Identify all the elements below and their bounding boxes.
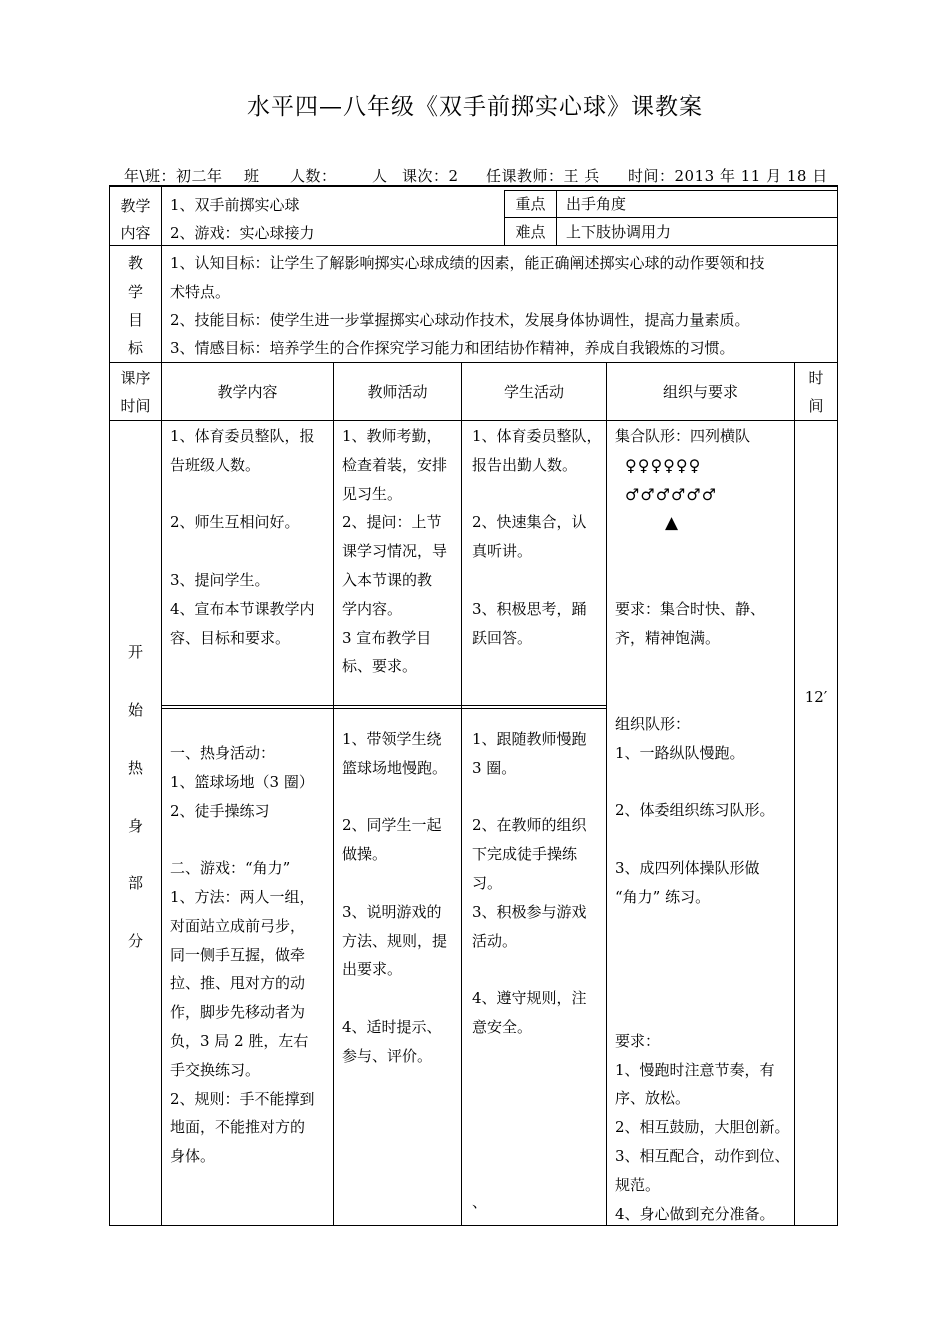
list-item: 负，3 局 2 胜，左右 [170,1031,309,1050]
list-item: 2、师生互相问好。 [170,513,300,532]
list-item [615,768,793,797]
header-student: 学生活动 [503,383,564,401]
list-item [615,912,793,941]
list-item: 3、积极思考，踊 [472,599,587,618]
key-point-value: 出手角度 [566,195,627,213]
list-item: 1、体育委员整队， [472,427,602,445]
content-item: 1、双手前掷实心球 [170,196,300,214]
list-item: 2、徒手操练习 [170,801,270,820]
list-item: 2、在教师的组织 [472,816,587,835]
page-title: 水平四—八年级《双手前掷实心球》课教案 [247,94,703,120]
list-item: 1、带领学生绕 [342,730,442,748]
female-row-icon: ♀♀♀♀♀♀ [625,456,702,475]
section-time: 12′ [804,688,828,706]
student-count-unit: 人 [372,167,388,185]
list-item: 4、身心做到充分准备。 [615,1204,775,1223]
header-stage-2: 时间 [120,397,151,415]
list-item: 同一侧手互握，做牵 [170,945,306,964]
list-item [342,783,460,812]
section-label-char: 开 [127,643,143,661]
list-item: 入本节课的教 [342,570,433,589]
list-item: 学内容。 [342,599,403,618]
list-item [472,566,605,595]
list-item: “角力” 练习。 [615,887,711,906]
class-unit: 班 [244,167,260,185]
list-item: 2、规则：手不能撑到 [170,1089,315,1108]
header-stage-1: 课序 [120,369,151,387]
list-item: 2、同学生一起 [342,816,442,835]
list-item: 3、积极参与游戏 [472,902,587,921]
section-label-char: 分 [127,932,143,950]
male-row-icon: ♂♂♂♂♂♂ [625,485,718,504]
list-item: 要求： [615,1031,661,1050]
difficulty-label: 难点 [515,223,546,241]
list-item: 2、快速集合，认 [472,513,587,532]
content-label-2: 内容 [120,224,151,242]
part2-org [615,710,793,1228]
list-item: 容、目标和要求。 [170,628,291,647]
formation-requirement: 齐，精神饱满。 [615,629,721,647]
list-item: 组织队形： [615,715,691,733]
list-item: 3、提问学生。 [170,570,270,589]
goals-label-char: 目 [127,311,143,329]
list-item: 一、热身活动： [170,744,276,762]
key-point-label: 重点 [515,195,546,213]
list-item [472,480,605,509]
list-item: 报告出勤人数。 [472,455,578,474]
list-item: 见习生。 [342,484,403,503]
header-org: 组织与要求 [662,383,738,401]
goal-cognitive-cont: 术特点。 [170,283,231,301]
list-item: 身体。 [170,1147,216,1166]
section-label-char: 始 [127,701,143,719]
list-item: 地面，不能推对方的 [170,1118,306,1137]
goal-cognitive: 1、认知目标：让学生了解影响掷实心球成绩的因素，能正确阐述掷实心球的动作要领和技 [170,254,765,272]
section-label-char: 热 [127,759,143,777]
list-item: 做操。 [342,845,388,864]
header-content: 教学内容 [217,383,278,401]
list-item [170,480,332,509]
list-item: 课学习情况，导 [342,542,448,561]
list-item [170,537,332,566]
list-item: 出要求。 [342,960,403,979]
list-item: 标、要求。 [342,657,418,676]
list-item: 方法、规则，提 [342,931,448,950]
teacher-name: 任课教师：王 兵 [486,167,600,185]
list-item [170,825,332,854]
list-item: 2、相互鼓励，大胆创新。 [615,1118,790,1137]
list-item: 1、体育委员整队，报 [170,427,315,445]
list-item: 1、一路纵队慢跑。 [615,743,745,762]
list-item: 4、宣布本节课教学内 [170,599,315,618]
list-item: 3、相互配合，动作到位、 [615,1146,790,1165]
difficulty-value: 上下肢协调用力 [566,223,672,241]
list-item: 意安全。 [472,1017,533,1036]
list-item: 1、跟随教师慢跑 [472,730,587,748]
grade-class: 年\班：初二年 [124,167,223,185]
list-item: 检查着装，安排 [342,455,448,474]
student-count-label: 人数： [290,167,337,185]
list-item: 下完成徒手操练 [472,845,578,864]
list-item [342,869,460,898]
list-item: 拉、推、甩对方的动 [170,974,306,993]
list-item: 真听讲。 [472,542,533,561]
list-item: 3 圈。 [472,758,517,777]
list-item: 4、遵守规则，注 [472,989,587,1008]
goals-label-char: 教 [127,254,143,272]
part1-content [170,422,332,652]
list-item: 二、游戏：“角力” [170,859,291,878]
list-item: 3、成四列体操队形做 [615,858,760,877]
lesson-number: 课次：2 [402,167,459,185]
list-item [615,969,793,998]
section-label-char: 部 [127,874,143,892]
list-item: 4、适时提示、 [342,1017,442,1036]
list-item: 1、慢跑时注意节奏，有 [615,1060,775,1079]
content-label-1: 教学 [120,197,151,215]
goals-label-char: 标 [127,339,143,357]
list-item: 3 宣布教学目 [342,628,432,647]
list-item: 作，脚步先移动者为 [170,1003,306,1022]
lesson-date: 时间：2013 年 11 月 18 日 [628,167,828,185]
goals-label-char: 学 [127,283,143,301]
section-label-char: 身 [127,817,143,835]
list-item [472,783,605,812]
part1-student [472,422,605,652]
list-item [472,955,605,984]
list-item: 手交换练习。 [170,1060,261,1079]
part2-student [472,725,605,1042]
list-item [615,825,793,854]
header-teacher: 教师活动 [367,383,428,401]
list-item: 篮球场地慢跑。 [342,758,448,777]
header-time-1: 时 [808,369,824,387]
formation-requirement: 要求：集合时快、静、 [615,600,766,618]
list-item: 规范。 [615,1175,661,1194]
part2-content [170,739,332,1171]
goal-skill: 2、技能目标：使学生进一步掌握掷实心球动作技术，发展身体协调性，提高力量素质。 [170,311,750,329]
list-item: 1、方法：两人一组， [170,887,315,906]
list-item: 序、放松。 [615,1089,691,1108]
part2-teacher [342,725,460,1071]
list-item: 对面站立成前弓步， [170,916,306,935]
formation-title: 集合队形：四列横队 [615,427,751,445]
part1-teacher [342,422,460,681]
list-item: 2、提问：上节 [342,513,442,532]
list-item: 告班级人数。 [170,455,261,474]
list-item: 活动。 [472,931,518,950]
goal-affective: 3、情感目标：培养学生的合作探究学习能力和团结协作精神，养成自我锻炼的习惯。 [170,339,735,357]
list-item: 跃回答。 [472,628,533,647]
list-item [342,984,460,1013]
header-time-2: 间 [808,397,824,415]
list-item [615,998,793,1027]
list-item: 参与、评价。 [342,1046,433,1065]
list-item: 3、说明游戏的 [342,902,442,921]
stray-mark: 、 [472,1193,488,1211]
list-item: 2、体委组织练习队形。 [615,801,775,820]
list-item: 习。 [472,873,503,892]
list-item: 1、篮球场地（3 圈） [170,772,314,791]
teacher-position-icon: ▲ [665,513,679,533]
list-item: 1、教师考勤， [342,427,442,445]
content-item: 2、游戏：实心球接力 [170,224,315,242]
list-item [615,940,793,969]
